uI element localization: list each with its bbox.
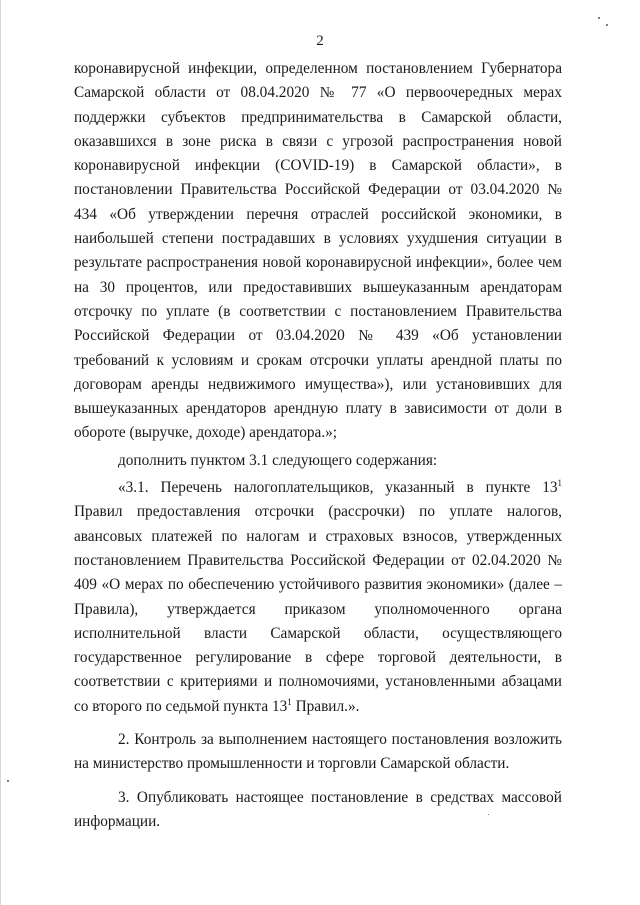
- paragraph-point-3: 3. Опубликовать настоящее постановление в средствах массовой информации.: [74, 788, 562, 830]
- page-number: 2: [316, 33, 324, 49]
- paragraph-point-3-1: [74, 476, 562, 719]
- scan-edge-line: [0, 0, 1, 905]
- point-3-1-text-end: Правил.».: [291, 697, 360, 715]
- paragraph-add-point: дополнить пунктом 3.1 следующего содержания:: [118, 451, 438, 469]
- superscript-1: 1: [557, 477, 562, 488]
- superscript-2: 1: [287, 696, 292, 707]
- paragraph-continuation: коронавирусной инфекции, определенном постановлением Губернатора Самарской области от 08.04.2020 № 77 «О первоочередных мерах поддержки субъектов предпринимательства в Самарской области, оказавшихся в зоне риска в связи с угрозой распространения новой коронавирусной инфекции (COVID-19) в Самарской области», в постановлении Правительства Российской Федерации от 03.04.2020 № 434 «Об утверждении перечня отраслей российской экономики, в наибольшей степени пострадавших в условиях ухудшения ситуации в результате распространения новой коронавирусной инфекции», более чем на 30 процентов, или предоставивших вышеуказанным арендаторам отсрочку по уплате (в соответствии с постановлением Правительства Российской Федерации от 03.04.2020 № 439 «Об установлении требований к условиям и срокам отсрочки уплаты арендной платы по договорам аренды недвижимого имущества»), или установивших для вышеуказанных арендаторов арендную плату в зависимости от доли в обороте (выручке, доходе) арендатора.»;: [74, 60, 562, 442]
- scan-speck: [598, 17, 600, 19]
- point-3-1-text-middle: Правил предоставления отсрочки (рассрочки) по уплате налогов, авансовых платежей по налогам и страховых взносов, утвержденных постановлением Правительства Российской Федерации от 02.04.2020 № 409 «О мерах по обеспечению устойчивого развития экономики» (далее – Правила), утверждается приказом уполномоченного органа исполнительной власти Самарской области, осуществляющего государственное регулирование в сфере торговой деятельности, в соответствии с критериями и полномочиями, установленными абзацами со второго по седьмой пункта 13: [74, 503, 562, 715]
- paragraph-point-2: 2. Контроль за выполнением настоящего постановления возложить на министерство промышленности и торговли Самарской области.: [74, 731, 562, 773]
- scan-speck: [606, 24, 608, 26]
- scan-speck: [7, 780, 9, 782]
- point-3-1-text-start: «3.1. Перечень налогоплательщиков, указанный в пункте 13: [118, 479, 558, 497]
- document-body: [74, 57, 562, 834]
- scan-speck: [488, 814, 489, 815]
